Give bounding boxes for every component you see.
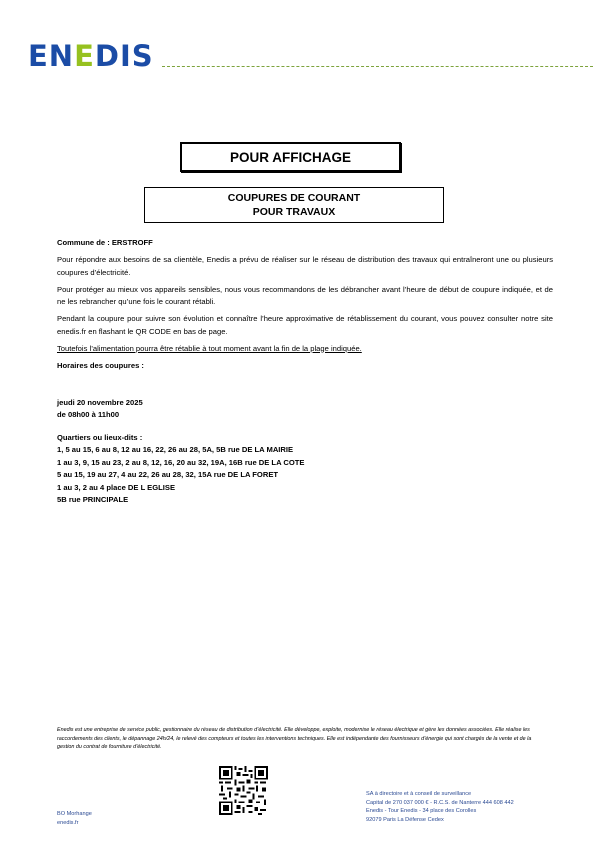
corporate-info (366, 790, 566, 824)
website-link[interactable]: enedis.fr (57, 819, 79, 826)
paragraph-protect: Pour protéger au mieux vos appareils sensibles, nous vous recommandons de les débrancher avant l’heure de début de coupure indiquée, et de ne les rebrancher qu’une fois le courant rétabli. (57, 284, 553, 306)
quartier-item: 1 au 3, 2 au 4 place DE L EGLISE (57, 482, 176, 492)
corporate-line: SA à directoire et à conseil de surveillance (366, 791, 472, 797)
subtitle-line-2: POUR TRAVAUX (252, 206, 336, 218)
quartier-item: 1, 5 au 15, 6 au 8, 12 au 16, 22, 26 au 28, 5A, 5B rue DE LA MAIRIE (57, 445, 294, 454)
enedis-logo (28, 40, 154, 72)
page-title-text: POUR AFFICHAGE (230, 149, 351, 165)
corporate-line: 92079 Paris La Défense Cedex (366, 816, 444, 823)
logo-part-2: E (74, 39, 95, 73)
subtitle-box (144, 187, 444, 223)
notice-body (57, 237, 553, 507)
outage-time: de 08h00 à 11h00 (57, 410, 120, 419)
quartiers-label: Quartiers ou lieux-dits : (57, 432, 143, 442)
logo-part-3: DIS (94, 39, 154, 73)
footer-legal-note: Enedis est une entreprise de service public, gestionnaire du réseau de distribution d’électricité. Elle développe, exploite, modernise le réseau électrique et gère les données associées. Elle réalise les raccordements des clients, le dépannage 24h/24, le relevé des compteurs et toutes les interventions techniques. Elle est indépendante des fournisseurs d’énergie qui sont chargés de la vente et de la gestion du contrat de fourniture d’électricité. (57, 727, 532, 751)
quartier-item: 5B rue PRINCIPALE (57, 495, 129, 504)
hours-label: Horaires des coupures : (57, 360, 144, 370)
outage-date: jeudi 20 novembre 2025 (57, 397, 143, 407)
corporate-line: Capital de 270 037 000 € - R.C.S. de Nanterre 444 608 442 (366, 799, 514, 806)
office-name: BO Morhange (57, 811, 92, 817)
commune-label: Commune de : ERSTROFF (57, 238, 153, 247)
warning-text: Toutefois l’alimentation pourra être rétablie à tout moment avant la fin de la plage indiquée. (57, 343, 362, 353)
qr-code-icon[interactable] (219, 766, 268, 815)
corporate-line: Enedis - Tour Enedis - 34 place des Corolles (366, 808, 477, 815)
paragraph-needs: Pour répondre aux besoins de sa clientèle, Enedis a prévu de réaliser sur le réseau de distribution des travaux qui entraîneront une ou plusieurs coupures d’électricité. (57, 255, 553, 277)
page-title (180, 142, 401, 172)
logo-part-1: EN (28, 39, 75, 73)
quartier-item: 1 au 3, 9, 15 au 23, 2 au 8, 12, 16, 20 au 32, 19A, 16B rue DE LA COTE (57, 457, 305, 467)
paragraph-follow: Pendant la coupure pour suivre son évolution et connaître l’heure approximative de rétablissement du courant, vous pouvez consulter notre site enedis.fr en flashant le QR CODE en bas de page. (57, 314, 553, 336)
header-divider (162, 66, 593, 67)
subtitle-line-1: COUPURES DE COURANT (227, 192, 361, 204)
quartier-item: 5 au 15, 19 au 27, 4 au 22, 26 au 28, 32, 15A rue DE LA FORET (57, 470, 279, 479)
office-info (57, 810, 92, 827)
